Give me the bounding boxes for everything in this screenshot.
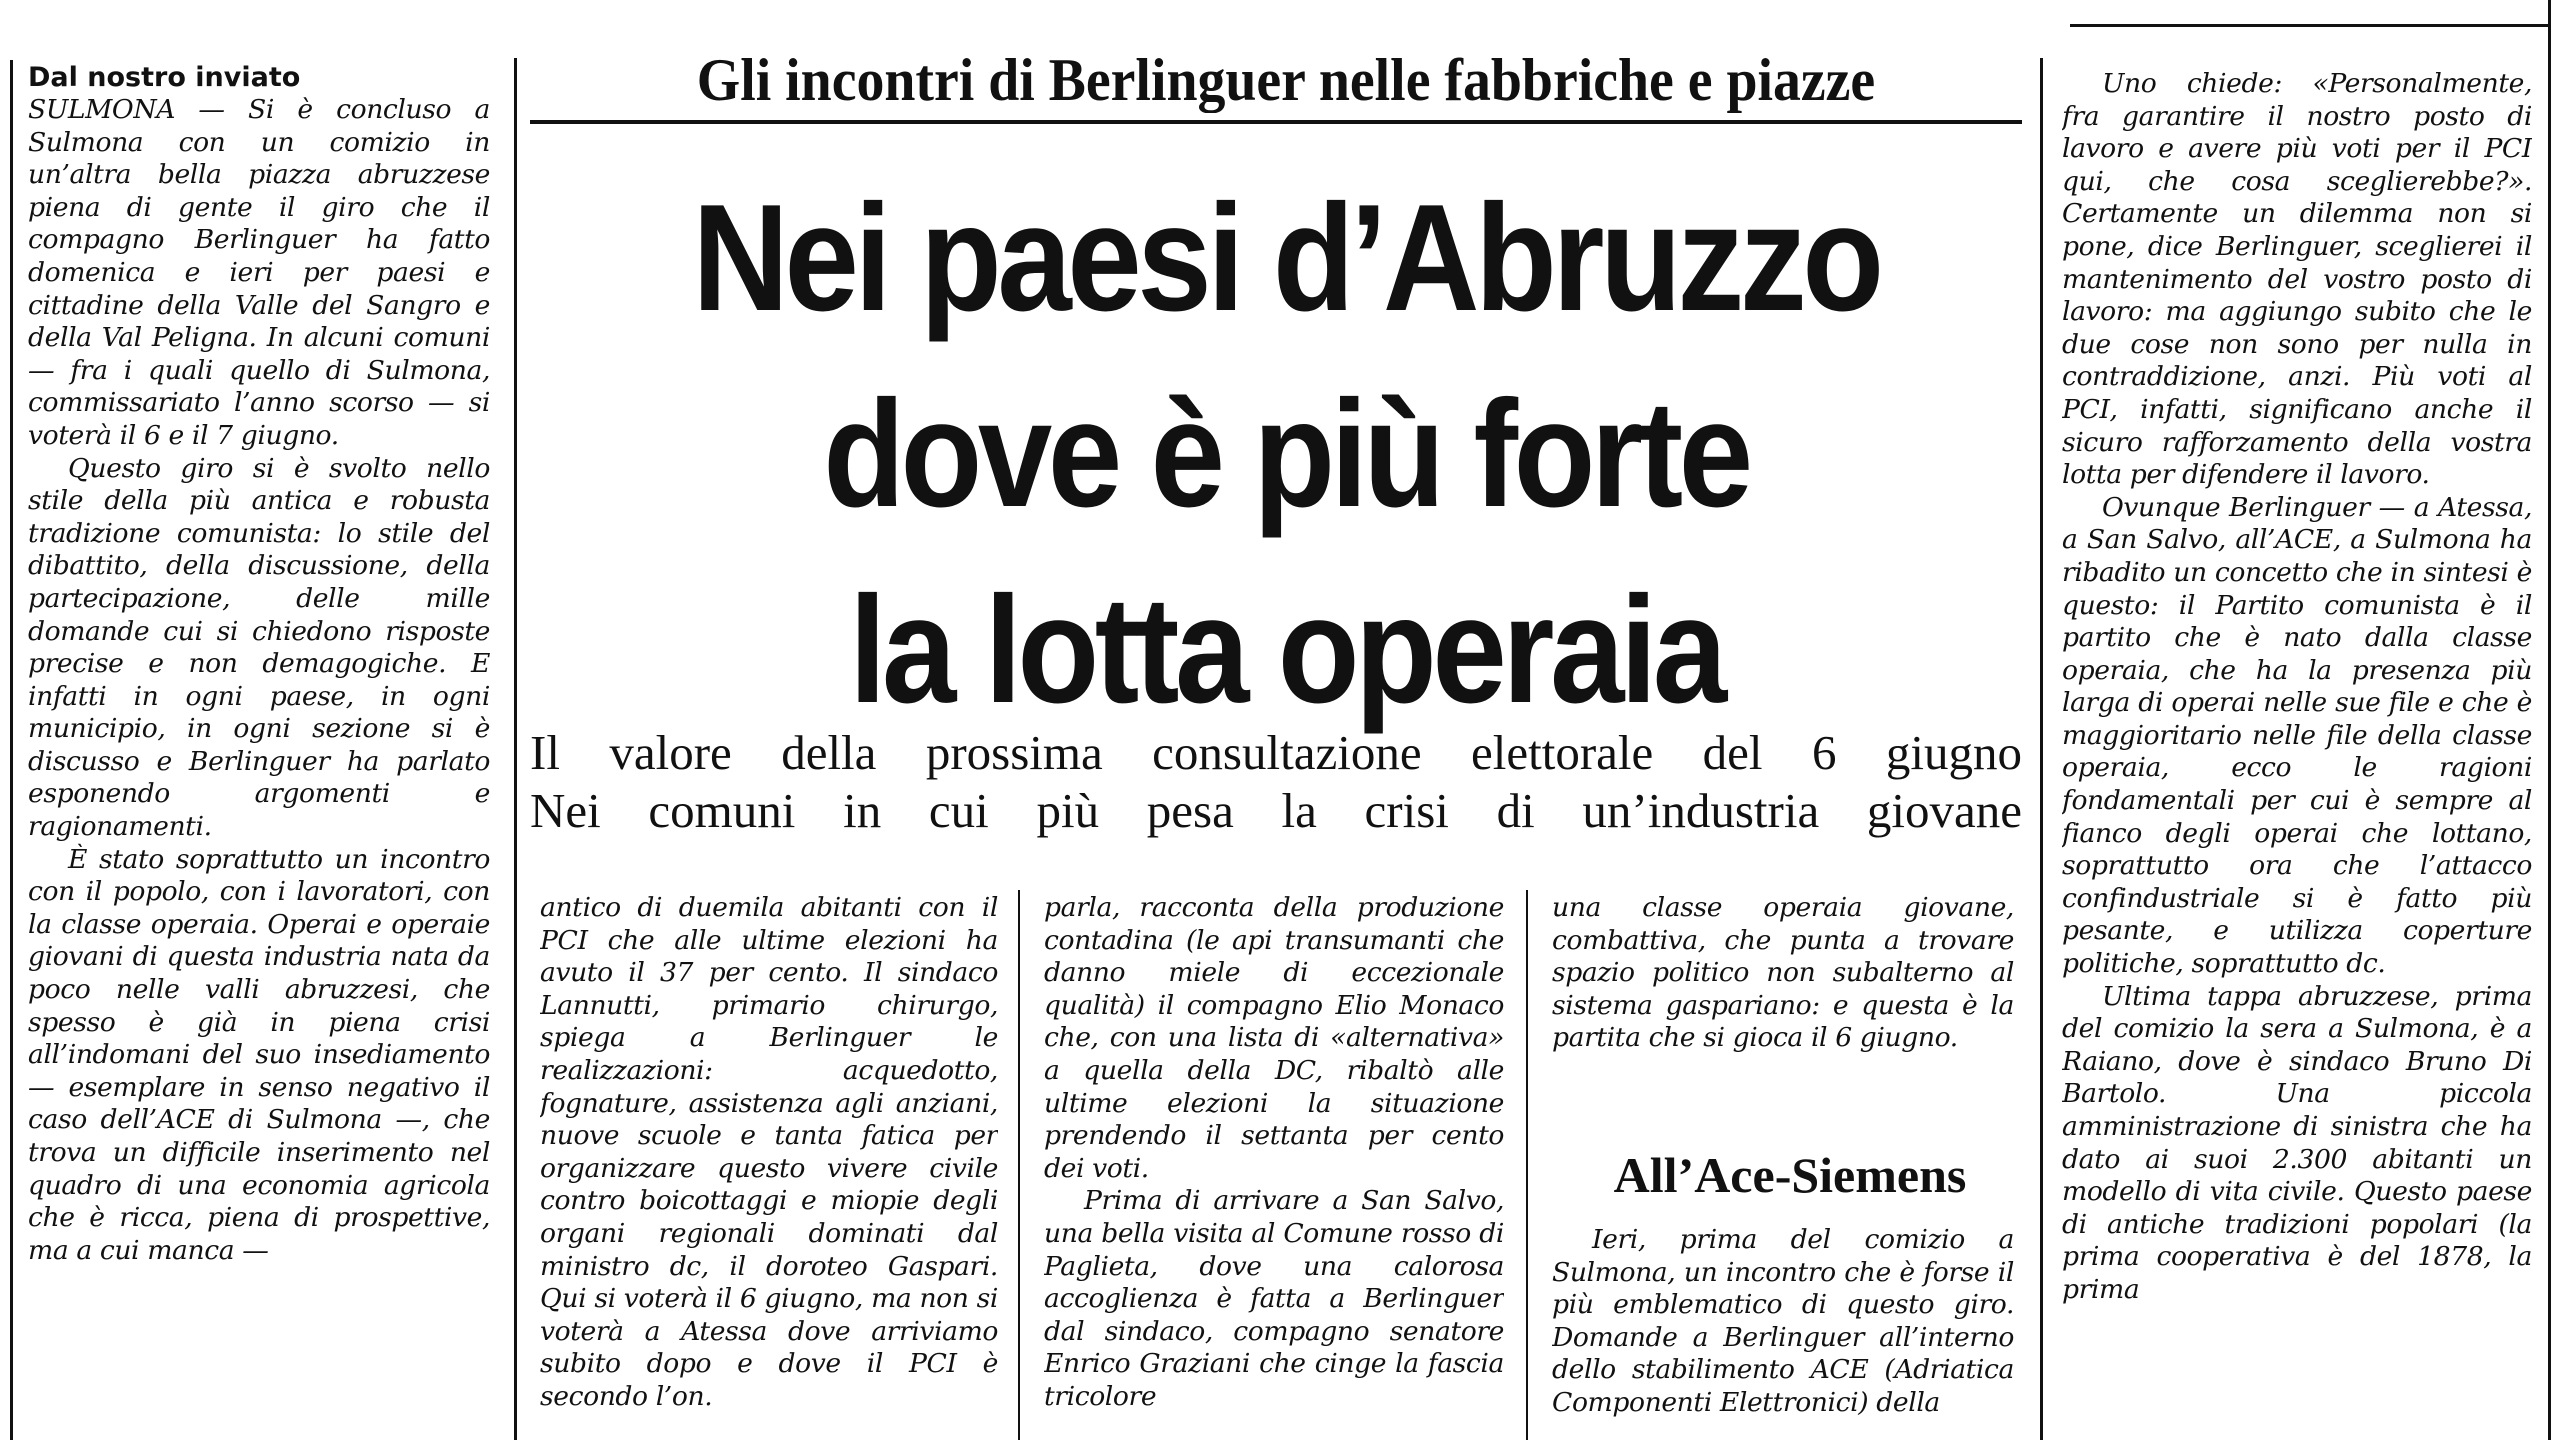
- deck-line-2: Nei comuni in cui più pesa la crisi di un’industria giovane: [530, 783, 2022, 838]
- column-1-paragraph-1: SULMONA — Si è concluso a Sulmona con un comizio in un’altra bella piazza abruzzese piena di gente il giro che il compagno Berlinguer ha fatto domenica e ieri per paesi e cittadine della Valle del Sangro e della Val Peligna. In alcuni comuni — fra i quali quello di Sulmona, commissariato l’anno scorso — si voterà il 6 e il 7 giugno.: [28, 94, 490, 451]
- column-5-paragraph-2: Ovunque Berlinguer — a Atessa, a San Salvo, all’ACE, a Sulmona ha ribadito un concetto che in sintesi è questo: il Partito comunista è il partito che è nato dalla classe operaia, che ha la presenza più larga di operai nelle sue file e che è maggioritario nelle file della classe operaia, ecco le ragioni fondamentali per cui è sempre al fianco degli operai che lottano, soprattutto ora che l’attacco confindustriale si è fatto più pesante, e utilizza coperture politiche, soprattutto dc.: [2062, 491, 2532, 980]
- column-rule-2: [1018, 890, 1020, 1440]
- kicker-underline: [530, 120, 2022, 124]
- column-5-paragraph-3: Ultima tappa abruzzese, prima del comizio la sera a Sulmona, è a Raiano, dove è sindaco Bruno Di Bartolo. Una piccola amministrazione di sinistra che ha dato ai suoi 2.300 abitanti un modello di vita civile. Questo paese di antiche tradizioni popolari (la prima cooperativa è del 1878, la prima: [2062, 980, 2532, 1305]
- top-right-rule: [2070, 24, 2550, 27]
- article-column-4-bottom: [1552, 1224, 2014, 1440]
- byline: Dal nostro inviato: [28, 62, 301, 93]
- section-subheading: All’Ace-Siemens: [1613, 1147, 1967, 1203]
- kicker-headline: Gli incontri di Berlinguer nelle fabbriche e piazze: [696, 47, 1876, 113]
- article-column-4-top: [1552, 892, 2014, 1092]
- headline-line-2: dove è più forte: [823, 369, 1749, 539]
- column-3-paragraph-2: Prima di arrivare a San Salvo, una bella visita al Comune rosso di Paglieta, dove una calorosa accoglienza è fatta a Berlinguer dal sindaco, compagno senatore Enrico Graziani che cinge la fascia tricolore: [1044, 1185, 1504, 1412]
- column-2-paragraph-1: antico di duemila abitanti con il PCI che alle ultime elezioni ha avuto il 37 per cento. Il sindaco Lannutti, primario chirurgo, spiega a Berlinguer le realizzazioni: acquedotto, fognature, assistenza agli anziani, nuove scuole e tanta fatica per organizzare questo vivere civile contro boicottaggi e miopie degli organi regionali dominati dal ministro dc, il doroteo Gaspari. Qui si voterà il 6 giugno, ma non si voterà a Atessa dove arriviamo subito dopo e dove il PCI è secondo l’on.: [540, 892, 998, 1412]
- column-1-paragraph-2: Questo giro si è svolto nello stile della più antica e robusta tradizione comunista: lo stile del dibattito, della discussione, della partecipazione, delle mille domande cui si chiedono risposte precise e non demagogiche. E infatti in ogni paese, in ogni municipio, in ogni sezione si è discusso e Berlinguer ha parlato esponendo argomenti e ragionamenti.: [28, 452, 490, 843]
- column-5-paragraph-1: Uno chiede: «Personalmente, fra garantire il nostro posto di lavoro e avere più voti per il PCI qui, che cosa sceglierebbe?». Certamente un dilemma non si pone, dice Berlinguer, sceglierei il mantenimento del vostro posto di lavoro: ma aggiungo subito che le due cose non sono per nulla in contraddizione, anzi. Più voti al PCI, infatti, significano anche il sicuro rafforzamento della vostra lotta per difendere il lavoro.: [2062, 68, 2532, 491]
- column-4-paragraph-2: Ieri, prima del comizio a Sulmona, un incontro che è forse il più emblematico di questo giro. Domande a Berlinguer all’interno dello stabilimento ACE (Adriatica Componenti Elettronici) della: [1552, 1224, 2014, 1418]
- deck-subtitle: [530, 724, 2022, 840]
- main-headline: [520, 160, 2052, 748]
- headline-line-3: la lotta operaia: [849, 565, 1723, 735]
- deck-line-1: Il valore della prossima consultazione elettorale del 6 giugno: [530, 725, 2022, 780]
- column-rule-3: [1526, 890, 1528, 1440]
- headline-line-1: Nei paesi d’Abruzzo: [692, 173, 1880, 343]
- article-column-2: [540, 892, 998, 1440]
- right-edge-rule: [2548, 0, 2551, 1440]
- column-rule-1: [514, 58, 517, 1440]
- article-column-5: [2062, 68, 2532, 1440]
- left-edge-rule: [10, 60, 13, 1440]
- column-3-paragraph-1: parla, racconta della produzione contadina (le api transumanti che danno miele di eccezionale qualità) il compagno Elio Monaco che, con una lista di «alternativa» a quella della DC, ribaltò alle ultime elezioni la situazione prendendo il settanta per cento dei voti.: [1044, 892, 1504, 1184]
- column-1-paragraph-3: È stato soprattutto un incontro con il popolo, con i lavoratori, con la classe operaia. Operai e operaie giovani di questa industria nata da poco nelle valli abruzzesi, che spesso è già in piena crisi all’indomani del suo insediamento — esemplare in senso negativo il caso dell’ACE di Sulmona —, che trova un difficile inserimento nel quadro di una economia agricola che è ricca, piena di prospettive, ma a cui manca —: [28, 843, 490, 1266]
- column-4-paragraph-1: una classe operaia giovane, combattiva, che punta a trovare spazio politico non subalterno al sistema gaspariano: e questa è la partita che si gioca il 6 giugno.: [1552, 892, 2014, 1054]
- article-column-3: [1044, 892, 1504, 1440]
- article-column-1: [28, 62, 490, 1440]
